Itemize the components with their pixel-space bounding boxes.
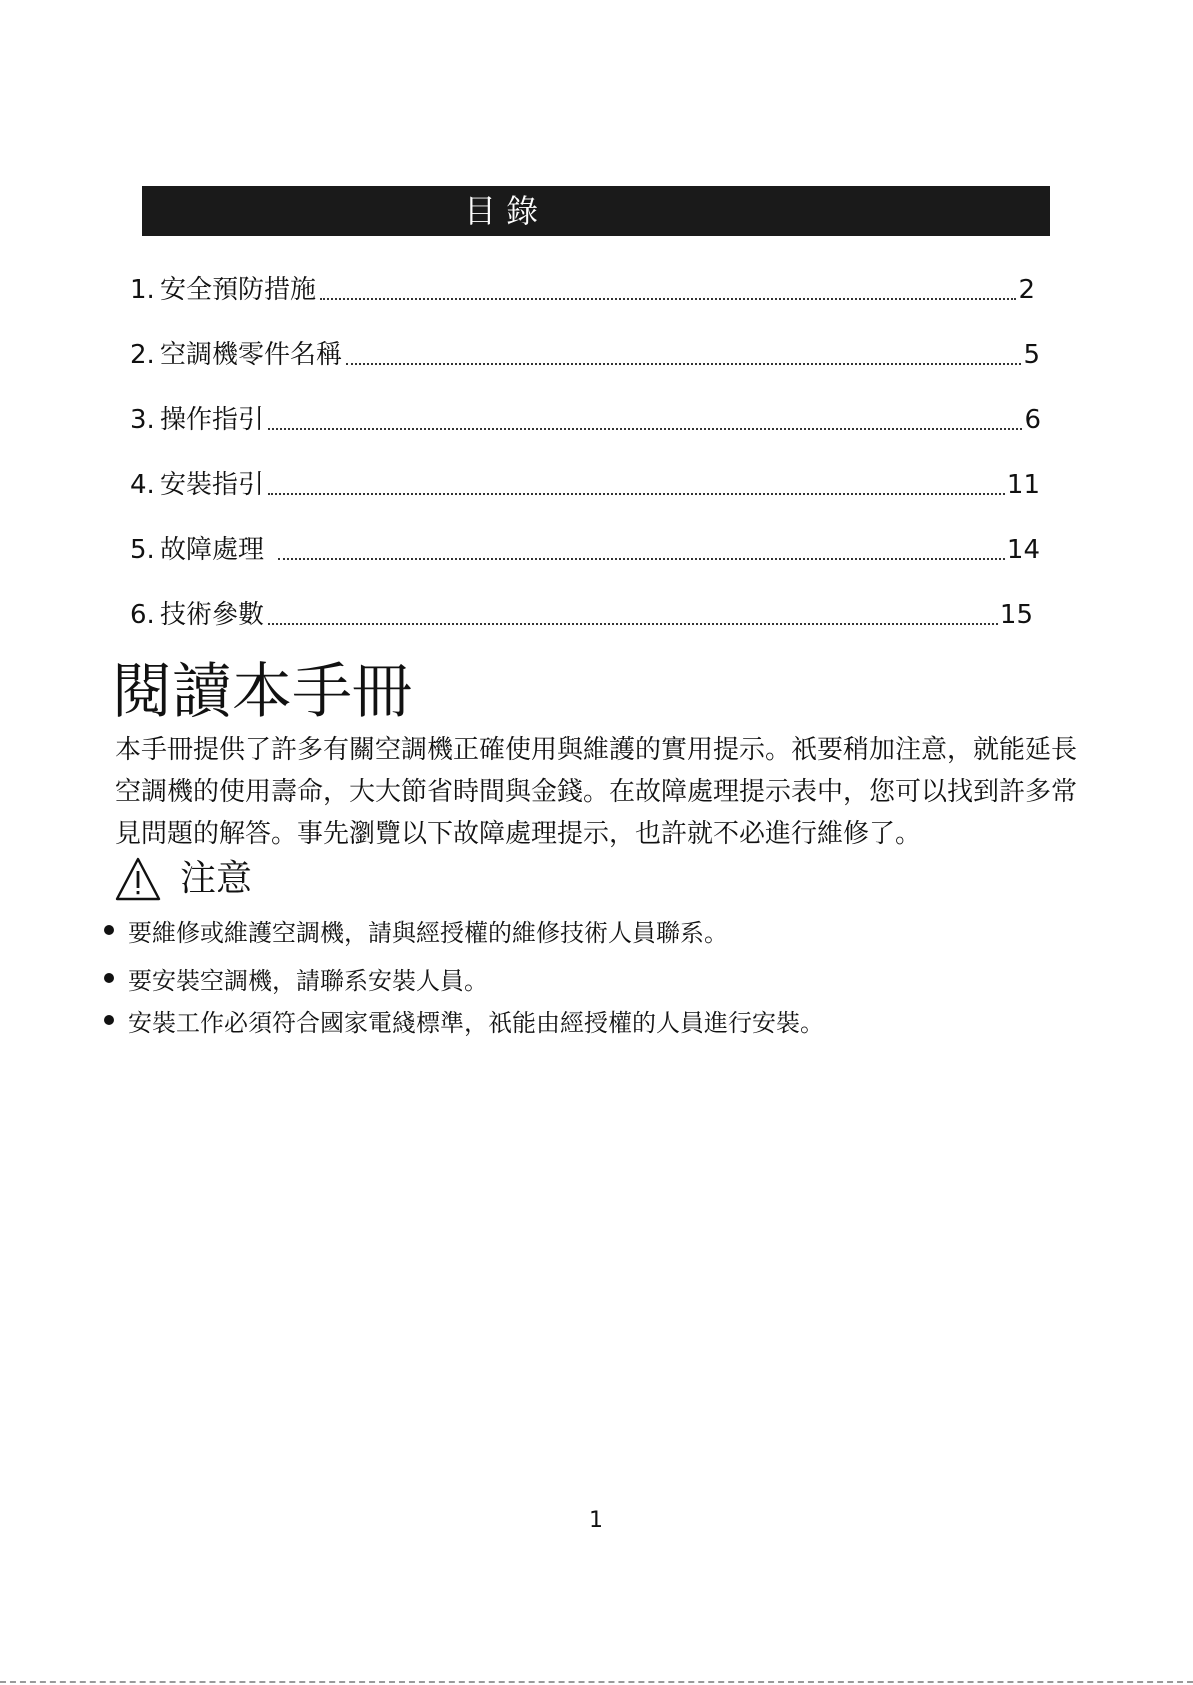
toc-entry	[130, 339, 1040, 371]
toc-entry-page: 15	[999, 600, 1033, 630]
toc-entry-number: 5.	[130, 535, 155, 565]
notice-list	[104, 915, 824, 1035]
toc-entry-number: 3.	[130, 405, 155, 435]
page-edge-line	[0, 1681, 1193, 1683]
toc-dot-leader	[278, 558, 1005, 560]
notice-item	[104, 963, 824, 993]
toc-entry-label: 安裝指引	[160, 470, 265, 500]
intro-line: 見問題的解答。事先瀏覽以下故障處理提示，也許就不必進行維修了。	[115, 819, 922, 849]
toc-banner	[142, 186, 1050, 236]
toc-entry	[130, 404, 1041, 436]
toc-entry-label: 故障處理	[160, 535, 265, 565]
toc-entry-number: 6.	[130, 600, 155, 630]
notice-header	[114, 855, 252, 903]
toc-entry-page: 5	[1023, 340, 1040, 370]
intro-line: 空調機的使用壽命，大大節省時間與金錢。在故障處理提示表中，您可以找到許多常	[115, 777, 1078, 807]
toc-entry	[130, 274, 1035, 306]
toc-entry-number: 2.	[130, 340, 155, 370]
toc-entry-number: 4.	[130, 470, 155, 500]
bullet-icon	[104, 1015, 114, 1025]
notice-item-text: 安裝工作必須符合國家電綫標準，祇能由經授權的人員進行安裝。	[128, 1008, 824, 1037]
toc-entry	[130, 534, 1040, 566]
notice-item	[104, 1005, 824, 1035]
toc-entry	[130, 469, 1040, 501]
toc-entry-label: 操作指引	[160, 405, 265, 435]
toc-entry-number: 1.	[130, 275, 155, 305]
bullet-icon	[104, 973, 114, 983]
toc-entry-page: 2	[1018, 275, 1035, 305]
toc-entry-page: 11	[1006, 470, 1040, 500]
toc-dot-leader	[346, 363, 1021, 365]
notice-item-text: 要維修或維護空調機，請與經授權的維修技術人員聯系。	[128, 918, 728, 947]
toc-title: 目 錄	[464, 192, 539, 230]
notice-item	[104, 915, 824, 945]
intro-line: 本手冊提供了許多有關空調機正確使用與維護的實用提示。祇要稍加注意，就能延長	[115, 735, 1078, 765]
toc-entry-label: 安全預防措施	[160, 275, 317, 305]
notice-title: 注意	[180, 858, 253, 899]
section-heading: 閱讀本手冊	[112, 657, 412, 727]
notice-item-text: 要安裝空調機，請聯系安裝人員。	[128, 966, 488, 995]
toc-dot-leader	[268, 493, 1005, 495]
toc-entry-page: 14	[1006, 535, 1040, 565]
toc-entry-label: 空調機零件名稱	[160, 340, 343, 370]
toc-dot-leader	[320, 298, 1016, 300]
toc-dot-leader	[268, 623, 998, 625]
toc-entry-label: 技術參數	[160, 600, 265, 630]
toc-dot-leader	[268, 428, 1022, 430]
toc-entry	[130, 599, 1033, 631]
toc-entry-page: 6	[1024, 405, 1041, 435]
bullet-icon	[104, 925, 114, 935]
page-number: 1	[589, 1508, 603, 1533]
warning-triangle-icon	[114, 856, 162, 902]
intro-paragraph	[115, 729, 1077, 855]
